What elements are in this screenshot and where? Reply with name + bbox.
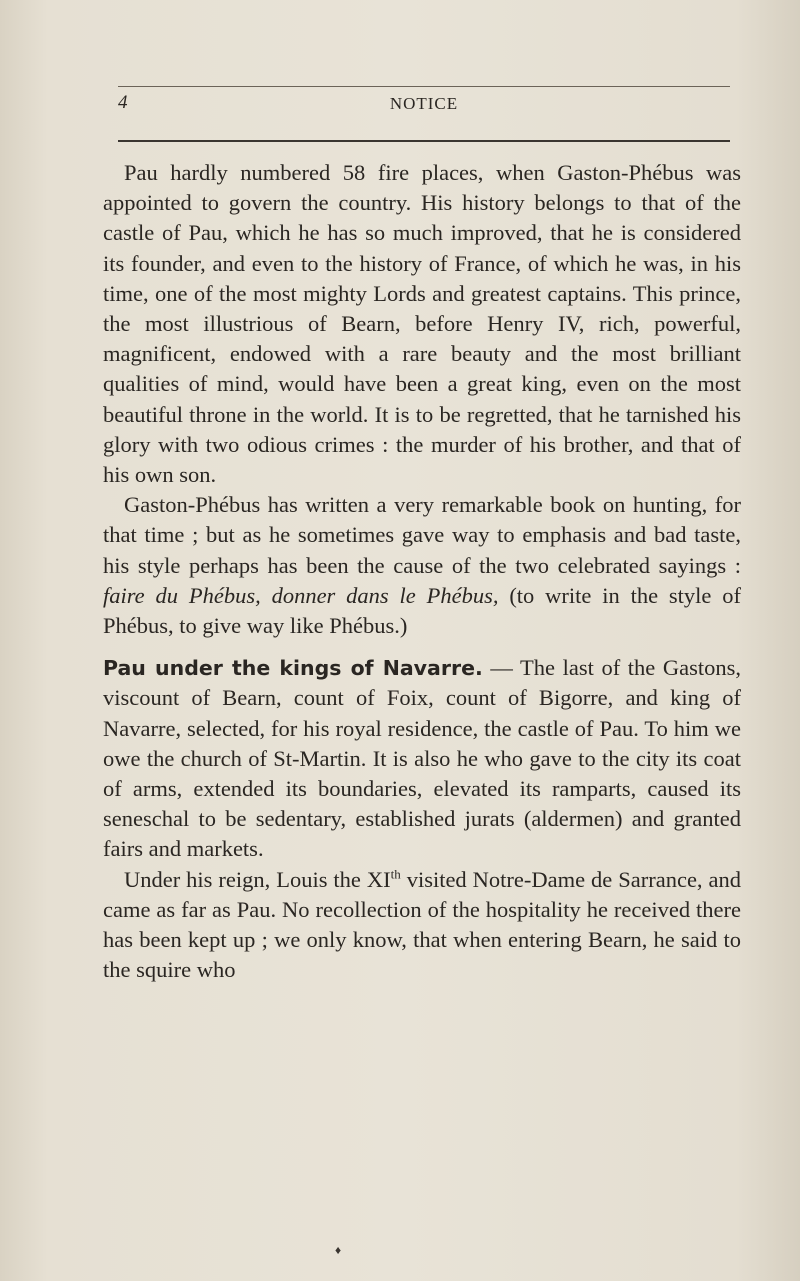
italic-saying: faire du Phébus, donner dans le Phébus,	[103, 582, 499, 608]
footer-ornament: ♦	[335, 1243, 342, 1257]
paragraph-text: Under his reign, Louis the XI	[124, 866, 391, 892]
page-number: 4	[118, 92, 128, 113]
paragraph-text: — The last of the Gastons, viscount of Bearn, count of Foix, count of Bigorre, and king of Navarre, selected, for his royal residence, the castle of Pau. To him we owe the church of St-Martin. It is also he who gave to the city its coat of arms, extended its boundaries, elevated its ramparts, caused its seneschal to be sedentary, established jurats (aldermen) and granted fairs and markets.	[103, 655, 741, 862]
body-text	[103, 158, 741, 985]
running-title: NOTICE	[389, 94, 459, 113]
paragraph-hunting-book	[103, 490, 741, 641]
header-rule	[118, 140, 730, 142]
paragraph-text: visited Notre-Dame de Sarrance, and came as far as Pau. No recollection of the hospitality he received there has been kept up ; we only know, that when entering Bearn, he said to the squire who	[103, 866, 741, 983]
page-header	[118, 92, 730, 122]
paragraph-kings-of-navarre	[103, 653, 741, 864]
paragraph-louis-xi	[103, 865, 741, 986]
superscript: th	[390, 866, 401, 882]
paragraph-text: Gaston-Phébus has written a very remarkable book on hunting, for that time ; but as he sometimes gave way to emphasis and bad taste, his style perhaps has been the cause of the two celebrated sayings :	[103, 492, 741, 578]
header-top-rule	[118, 86, 730, 87]
paragraph-gaston-phebus: Pau hardly numbered 58 fire places, when Gaston-Phébus was appointed to govern the country. His history belongs to that of the castle of Pau, which he has so much improved, that he is considered its founder, and even to the history of France, of which he was, in his time, one of the most mighty Lords and greatest captains. This prince, the most illustrious of Bearn, before Henry IV, rich, powerful, magnificent, endowed with a rare beauty and the most brilliant qualities of mind, would have been a great king, even on the most beautiful throne in the world. It is to be regretted, that he tarnished his glory with two odious crimes : the murder of his brother, and that of his own son.	[103, 160, 741, 488]
paragraph-text: (to write in the style of Phébus, to give way like Phébus.)	[103, 582, 742, 639]
section-title: Pau under the kings of Navarre.	[103, 656, 483, 681]
